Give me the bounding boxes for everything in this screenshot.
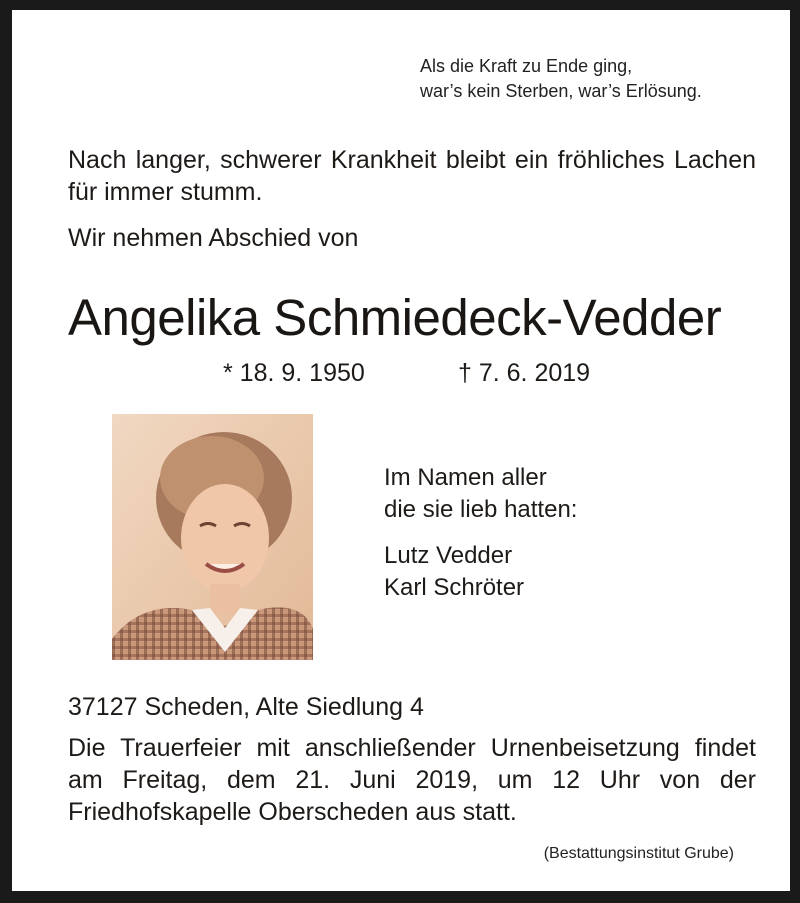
birth-date: * 18. 9. 1950 (223, 359, 365, 387)
motto-line-1: Als die Kraft zu Ende ging, (420, 56, 633, 76)
address: 37127 Scheden, Alte Siedlung 4 (68, 693, 424, 721)
farewell-text: Wir nehmen Abschied von (68, 224, 359, 252)
intro-text: Nach langer, schwerer Krankheit bleibt ein fröhliches Lachen für immer stumm. (68, 146, 756, 206)
motto-line-2: war’s kein Sterben, war’s Erlösung. (420, 81, 702, 101)
portrait-illustration (112, 414, 313, 660)
deceased-name: Angelika Schmiedeck-Vedder (68, 289, 722, 346)
death-date: † 7. 6. 2019 (458, 359, 591, 387)
mourner-name: Lutz Vedder (384, 542, 513, 569)
mourner-name: Karl Schröter (384, 574, 525, 601)
mourners-heading (384, 462, 577, 526)
mourners-heading-line-2: die sie lieb hatten: (384, 496, 578, 523)
portrait-photo (112, 414, 313, 660)
mourner-names (384, 540, 524, 604)
service-details: Die Trauerfeier mit anschließender Urnenbeisetzung findet am Freitag, dem 21. Juni 2019, um 12 Uhr von der Friedhofskapelle Oberscheden aus statt. (68, 734, 756, 826)
motto-quote (420, 54, 760, 104)
mourners-heading-line-1: Im Namen aller (384, 464, 547, 491)
funeral-home: (Bestattungsinstitut Grube) (543, 845, 734, 862)
